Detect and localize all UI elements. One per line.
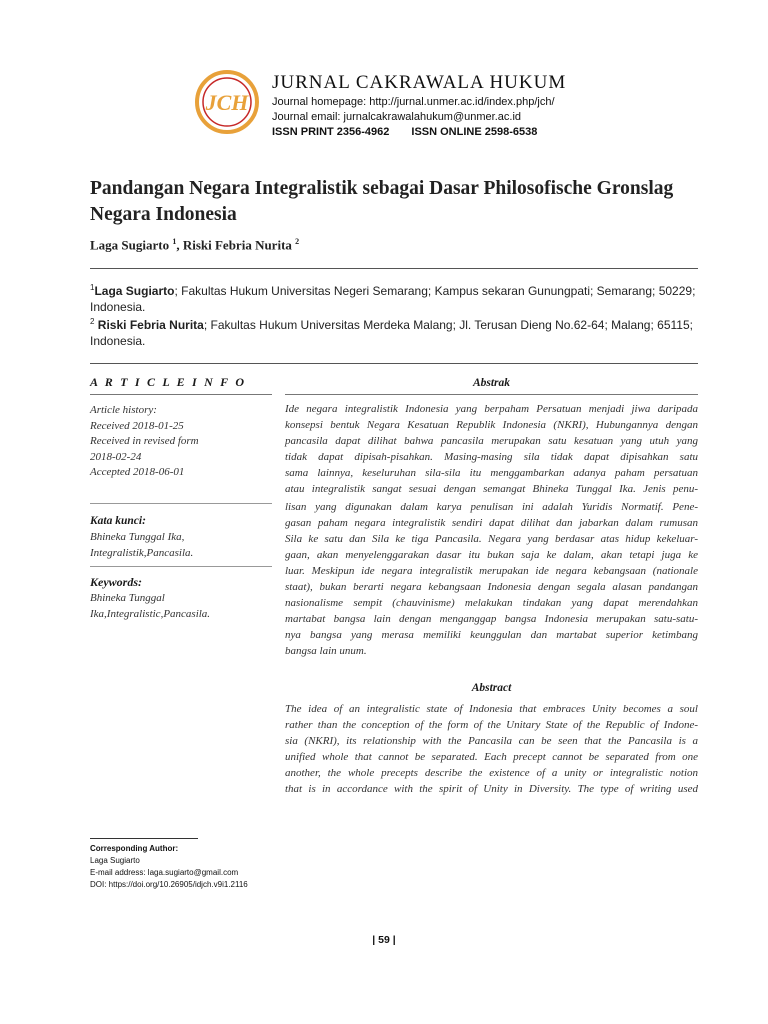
- abstract-line: another, the whole precepts describe the existence of a unity or integralistic notion: [285, 767, 698, 779]
- abstract-line: rather than the conception of the form of the Unitary State of the Republic of Indone-: [285, 719, 698, 731]
- divider-article-info: [90, 394, 272, 395]
- kata-kunci-line: Bhineka Tunggal Ika,: [90, 531, 185, 543]
- keywords-list: [90, 591, 270, 622]
- footnote-rule: [90, 838, 198, 839]
- abstrak-line: gaan, akan menyelenggarakan dasar itu bukan saja ke dalam, akan tetapi juga ke: [285, 549, 698, 561]
- abstrak-line: Ide negara integralistik Indonesia yang berpaham Persatuan menjadi jiwa daripada: [285, 403, 698, 415]
- abstrak-line: staat), bukan berarti negara kebangsaan Indonesia dengan segala alasan pandangan: [285, 581, 698, 593]
- affiliation-2: [90, 314, 698, 349]
- abstrak-line: luar. Meskipun ide negara integralistik merupakan ide negara kebangsaan (nationale: [285, 565, 698, 577]
- abstract-line: that is in accordance with the spirit of Unity in Diversity. The type of writing used: [285, 783, 698, 795]
- abstract-line: sia (NKRI), its relationship with the Pancasila can be seen that the Pancasila is a: [285, 735, 698, 747]
- divider-abstrak: [285, 394, 698, 395]
- abstrak-line: sama lainnya, keseluruhan sila-sila itu menggambarkan adanya paham persatuan: [285, 467, 698, 479]
- corresponding-author-name: Laga Sugiarto: [90, 856, 140, 865]
- history-line: Received 2018-01-25: [90, 419, 184, 432]
- abstrak-line: atau integralistik sangat sesuai dengan semangat Bhineka Tunggal Ika. Jenis penu-: [285, 483, 698, 495]
- logo-lettering: JCH: [205, 90, 249, 115]
- author-list: [90, 237, 299, 253]
- abstrak-line: Sila ke satu dan Sila ke tiga Pancasila. Negara yang berdasar atas hidup kekeluar-: [285, 533, 698, 545]
- article-info-heading: A R T I C L E I N F O: [90, 375, 247, 389]
- article-doi: DOI: https://doi.org/10.26905/idjch.v9i1.2116: [90, 880, 248, 889]
- article-title: Pandangan Negara Integralistik sebagai Dasar Philosofische Gronslag Negara Indonesia: [90, 178, 674, 225]
- affiliation-2-sup: 2: [90, 317, 95, 326]
- journal-homepage: Journal homepage: http://jurnal.unmer.ac.id/index.php/jch/: [272, 96, 555, 108]
- author-separator: ,: [176, 237, 183, 253]
- abstrak-line: gasan paham negara integralistik sendiri dapat dilihat dan jabarkan dalam rumusan: [285, 517, 698, 529]
- abstrak-line: bangsa lain unum.: [285, 645, 367, 657]
- abstrak-paragraph-2: [285, 499, 698, 659]
- history-line: Article history:: [90, 404, 157, 416]
- affiliation-1-name: Laga Sugiarto: [94, 284, 175, 298]
- corresponding-author-heading: Corresponding Author:: [90, 844, 179, 853]
- author-1: Laga Sugiarto: [90, 237, 170, 253]
- kata-kunci-list: [90, 530, 270, 561]
- abstract-line: unified whole that cannot be separated. Each precept cannot be separated from one: [285, 751, 698, 763]
- abstrak-line: nasionalisme sempit (chauvinisme) melakukan tindakan yang dapat merendahkan: [285, 597, 698, 609]
- author-2: Riski Febria Nurita: [182, 237, 292, 253]
- abstract-line: The idea of an integralistic state of Indonesia that embraces Unity becomes a soul: [285, 703, 698, 715]
- affiliation-1: [90, 280, 698, 315]
- abstrak-line: martabat bangsa lain dengan menganggap bangsa Indonesia merupakan satu-satu-: [285, 613, 698, 625]
- abstrak-line: tidak dapat dipisah-pisahkan. Masing-masing sila tidak dapat dipisahkan satu: [285, 451, 698, 463]
- divider-history: [90, 503, 272, 504]
- abstract-paragraph: [285, 701, 698, 797]
- article-history: [90, 403, 270, 481]
- keywords-heading: Keywords:: [90, 575, 142, 589]
- abstrak-line: pancasila dapat dilihat bahwa pancasila merupakan satu kesatuan yang utuh yang: [285, 435, 698, 447]
- journal-email: Journal email: jurnalcakrawalahukum@unmer.ac.id: [272, 111, 522, 123]
- corresponding-author-email: E-mail address: laga.sugiarto@gmail.com: [90, 868, 239, 877]
- abstrak-line: nya bangsa yang merasa memiliki keunggulan dan martabat superior ketimbang: [285, 629, 698, 641]
- issn-line: [272, 126, 537, 138]
- history-line: Accepted 2018-06-01: [90, 466, 185, 478]
- history-line: Received in revised form: [90, 435, 199, 447]
- abstrak-line: konsepsi bentuk Negara Kesatuan Republik Indonesia (NKRI), Hubungannya dengan: [285, 419, 698, 431]
- affiliation-1-sup: 1: [90, 283, 95, 292]
- author-1-sup: 1: [172, 237, 177, 246]
- affiliation-2-text: ; Fakultas Hukum Universitas Merdeka Malang; Jl. Terusan Dieng No.62-64; Malang; 65115; Indonesia.: [90, 318, 693, 348]
- kata-kunci-line: Integralistik,Pancasila.: [90, 546, 194, 559]
- kata-kunci-heading: Kata kunci:: [90, 515, 146, 527]
- journal-title: JURNAL CAKRAWALA HUKUM: [272, 72, 567, 93]
- abstract-heading: Abstract: [471, 682, 512, 694]
- issn-online: ISSN ONLINE 2598-6538: [411, 126, 538, 138]
- keywords-line: Ika,Integralistic,Pancasila.: [90, 607, 211, 620]
- abstrak-line: lisan yang digunakan dalam karya penulisan ini adalah Yuridis Normatif. Pene-: [285, 501, 698, 513]
- keywords-line: Bhineka Tunggal: [90, 592, 165, 604]
- page-number: | 59 |: [372, 934, 396, 946]
- issn-print: ISSN PRINT 2356-4962: [272, 126, 390, 138]
- journal-logo: [195, 70, 259, 134]
- history-line: 2018-02-24: [90, 450, 142, 463]
- abstrak-paragraph-1: [285, 401, 698, 497]
- affiliation-1-text: ; Fakultas Hukum Universitas Negeri Semarang; Kampus sekaran Gunungpati; Semarang; 50229; Indonesia.: [90, 284, 696, 314]
- divider-top: [90, 268, 698, 269]
- author-2-sup: 2: [295, 237, 300, 246]
- divider-affiliations: [90, 363, 698, 364]
- abstrak-heading: Abstrak: [472, 377, 511, 389]
- affiliation-2-name: Riski Febria Nurita: [97, 318, 204, 332]
- divider-kata-kunci: [90, 566, 272, 567]
